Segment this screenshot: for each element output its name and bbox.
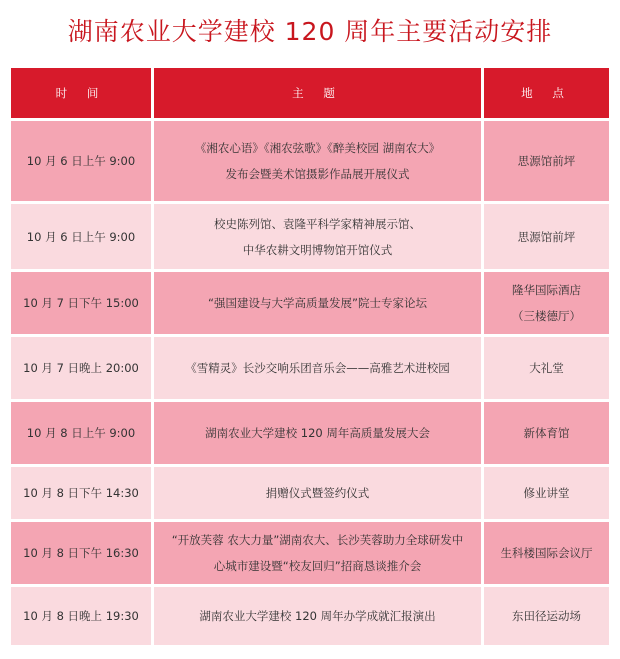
- table-row: [11, 337, 609, 399]
- cell-topic: [154, 402, 481, 464]
- place-line: 思源馆前坪: [517, 229, 576, 244]
- table-row: [11, 204, 609, 269]
- table-row: [11, 587, 609, 645]
- header-time: 时 间: [11, 68, 151, 118]
- schedule-table: [8, 65, 612, 648]
- cell-topic: [154, 204, 481, 269]
- table-row: [11, 272, 609, 334]
- topic-line: “强国建设与大学高质量发展”院士专家论坛: [208, 296, 427, 310]
- cell-time: 10 月 8 日下午 16:30: [11, 522, 151, 584]
- cell-topic: [154, 522, 481, 584]
- place-line: 东田径运动场: [512, 609, 581, 623]
- place-line: 生科楼国际会议厅: [500, 546, 593, 560]
- cell-place: [484, 402, 609, 464]
- topic-line: “开放芙蓉 农大力量”湖南农大、长沙芙蓉助力全球研发中: [171, 533, 464, 547]
- page-title: 湖南农业大学建校 120 周年主要活动安排: [67, 17, 553, 46]
- topic-line: 湖南农业大学建校 120 周年高质量发展大会: [205, 426, 430, 440]
- topic-line: 心城市建设暨“校友回归”招商恳谈推介会: [213, 559, 422, 573]
- topic-line: 捐赠仪式暨签约仪式: [265, 486, 370, 500]
- table-row: [11, 522, 609, 584]
- place-line: 隆华国际酒店: [512, 283, 581, 297]
- cell-topic: [154, 272, 481, 334]
- cell-place: [484, 272, 609, 334]
- topic-line: 发布会暨美术馆摄影作品展开展仪式: [225, 167, 410, 181]
- header-place: 地 点: [484, 68, 609, 118]
- cell-place: [484, 204, 609, 269]
- place-line: 思源馆前坪: [517, 154, 576, 168]
- cell-time: 10 月 8 日上午 9:00: [11, 402, 151, 464]
- cell-time: 10 月 8 日晚上 19:30: [11, 587, 151, 645]
- cell-topic: [154, 467, 481, 519]
- place-line: （三楼德厅）: [512, 309, 581, 323]
- topic-line: 校史陈列馆、袁隆平科学家精神展示馆、: [214, 216, 421, 231]
- cell-topic: [154, 337, 481, 399]
- header-topic: 主 题: [154, 68, 481, 118]
- table-row: [11, 467, 609, 519]
- table-row: [11, 121, 609, 201]
- table-header-row: [11, 68, 609, 118]
- cell-place: [484, 467, 609, 519]
- cell-place: [484, 121, 609, 201]
- cell-place: [484, 522, 609, 584]
- cell-topic: [154, 121, 481, 201]
- table-row: [11, 402, 609, 464]
- cell-time: 10 月 7 日下午 15:00: [11, 272, 151, 334]
- topic-line: 中华农耕文明博物馆开馆仪式: [242, 242, 393, 257]
- cell-place: [484, 587, 609, 645]
- cell-time: 10 月 8 日下午 14:30: [11, 467, 151, 519]
- place-line: 大礼堂: [529, 361, 564, 375]
- place-line: 新体育馆: [523, 426, 570, 440]
- place-line: 修业讲堂: [523, 486, 570, 500]
- cell-topic: [154, 587, 481, 645]
- cell-place: [484, 337, 609, 399]
- cell-time: 10 月 6 日上午 9:00: [11, 204, 151, 269]
- cell-time: 10 月 7 日晚上 20:00: [11, 337, 151, 399]
- topic-line: 湖南农业大学建校 120 周年办学成就汇报演出: [199, 609, 436, 623]
- cell-time: 10 月 6 日上午 9:00: [11, 121, 151, 201]
- topic-line: 《湘农心语》《湘农弦歌》《醉美校园 湖南农大》: [194, 141, 441, 155]
- topic-line: 《雪精灵》长沙交响乐团音乐会——高雅艺术进校园: [185, 361, 450, 375]
